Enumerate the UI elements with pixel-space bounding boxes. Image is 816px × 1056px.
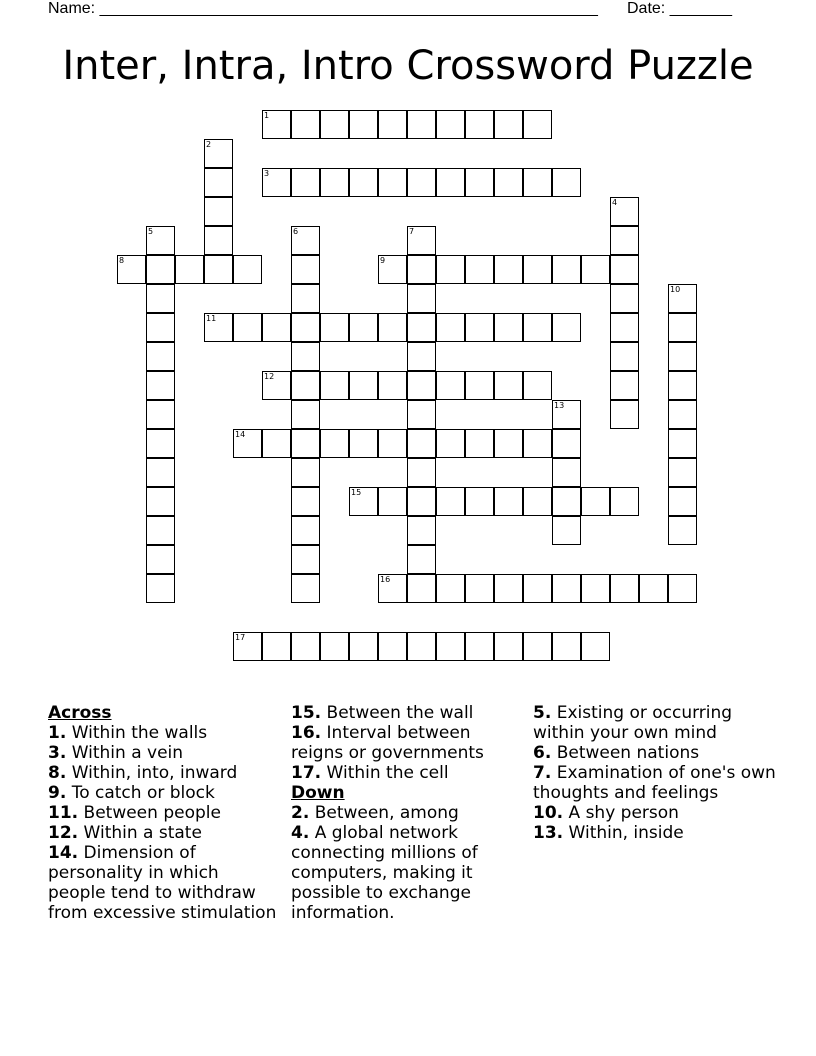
grid-cell[interactable] (639, 574, 668, 603)
grid-cell[interactable] (320, 632, 349, 661)
cell-number: 11 (206, 314, 217, 323)
grid-cell[interactable] (610, 400, 639, 429)
grid-cell[interactable] (523, 255, 552, 284)
grid-cell[interactable] (668, 429, 697, 458)
grid-cell[interactable] (146, 400, 175, 429)
grid-cell[interactable] (349, 110, 378, 139)
grid-cell[interactable] (291, 110, 320, 139)
grid-cell[interactable] (407, 429, 436, 458)
grid-cell[interactable] (320, 429, 349, 458)
grid-cell[interactable] (407, 255, 436, 284)
grid-cell[interactable] (436, 255, 465, 284)
clue-down-13: 13. Within, inside (533, 823, 684, 843)
grid-cell[interactable] (436, 371, 465, 400)
grid-cell[interactable] (552, 168, 581, 197)
grid-cell[interactable] (146, 313, 175, 342)
grid-cell[interactable] (407, 545, 436, 574)
grid-cell[interactable] (610, 197, 639, 226)
grid-cell[interactable] (465, 255, 494, 284)
grid-cell[interactable] (610, 255, 639, 284)
grid-cell[interactable] (262, 168, 291, 197)
grid-cell[interactable] (465, 487, 494, 516)
grid-cell[interactable] (465, 632, 494, 661)
grid-cell[interactable] (262, 110, 291, 139)
grid-cell[interactable] (494, 574, 523, 603)
grid-cell[interactable] (436, 168, 465, 197)
grid-cell[interactable] (523, 313, 552, 342)
grid-cell[interactable] (552, 458, 581, 487)
grid-cell[interactable] (436, 429, 465, 458)
grid-cell[interactable] (610, 371, 639, 400)
clue-across-16: 16. Interval between reigns or governments (291, 723, 484, 763)
cell-number: 16 (380, 575, 391, 584)
grid-cell[interactable] (204, 313, 233, 342)
clue-down-4: 4. A global network connecting millions of computers, making it possible to exchange information. (291, 823, 478, 923)
grid-cell[interactable] (378, 632, 407, 661)
grid-cell[interactable] (668, 284, 697, 313)
grid-cell[interactable] (494, 313, 523, 342)
grid-cell[interactable] (668, 342, 697, 371)
grid-cell[interactable] (523, 371, 552, 400)
grid-cell[interactable] (610, 313, 639, 342)
grid-cell[interactable] (407, 371, 436, 400)
clue-down-7: 7. Examination of one's own thoughts and feelings (533, 763, 776, 803)
grid-cell[interactable] (320, 371, 349, 400)
grid-cell[interactable] (494, 110, 523, 139)
grid-cell[interactable] (320, 313, 349, 342)
grid-cell[interactable] (668, 400, 697, 429)
clue-across-8: 8. Within, into, inward (48, 763, 238, 783)
grid-cell[interactable] (378, 429, 407, 458)
cell-number: 2 (206, 140, 212, 149)
date-field-label: Date: _______ (627, 0, 732, 17)
grid-cell[interactable] (146, 342, 175, 371)
grid-cell[interactable] (668, 516, 697, 545)
grid-cell[interactable] (146, 574, 175, 603)
grid-cell[interactable] (378, 371, 407, 400)
grid-cell[interactable] (523, 110, 552, 139)
cell-number: 8 (119, 256, 125, 265)
grid-cell[interactable] (552, 313, 581, 342)
clue-across-1: 1. Within the walls (48, 723, 208, 743)
grid-cell[interactable] (349, 632, 378, 661)
grid-cell[interactable] (407, 226, 436, 255)
cell-number: 5 (148, 227, 154, 236)
clue-column-1 (48, 703, 280, 923)
grid-cell[interactable] (465, 313, 494, 342)
grid-cell[interactable] (291, 371, 320, 400)
clue-down-2: 2. Between, among (291, 803, 459, 823)
grid-cell[interactable] (436, 487, 465, 516)
grid-cell[interactable] (233, 255, 262, 284)
grid-cell[interactable] (581, 255, 610, 284)
grid-cell[interactable] (610, 574, 639, 603)
clue-column-2 (291, 703, 523, 923)
grid-cell[interactable] (291, 400, 320, 429)
grid-cell[interactable] (204, 139, 233, 168)
grid-cell[interactable] (291, 313, 320, 342)
grid-cell[interactable] (523, 632, 552, 661)
grid-cell[interactable] (262, 371, 291, 400)
grid-cell[interactable] (552, 516, 581, 545)
cell-number: 7 (409, 227, 415, 236)
grid-cell[interactable] (349, 487, 378, 516)
grid-cell[interactable] (407, 284, 436, 313)
grid-cell[interactable] (523, 487, 552, 516)
grid-cell[interactable] (407, 110, 436, 139)
clue-across-14: 14. Dimension of personality in which people tend to withdraw from excessive stimulation (48, 843, 277, 923)
grid-cell[interactable] (262, 632, 291, 661)
grid-cell[interactable] (320, 168, 349, 197)
grid-cell[interactable] (465, 429, 494, 458)
cell-number: 17 (235, 633, 246, 642)
grid-cell[interactable] (378, 168, 407, 197)
grid-cell[interactable] (378, 255, 407, 284)
grid-cell[interactable] (233, 313, 262, 342)
cell-number: 15 (351, 488, 362, 497)
name-field-label: Name: ________________________________________________________ (48, 0, 598, 17)
grid-cell[interactable] (233, 632, 262, 661)
grid-cell[interactable] (291, 255, 320, 284)
grid-cell[interactable] (436, 313, 465, 342)
grid-cell[interactable] (610, 487, 639, 516)
grid-cell[interactable] (407, 168, 436, 197)
clue-across-11: 11. Between people (48, 803, 221, 823)
grid-cell[interactable] (291, 284, 320, 313)
grid-cell[interactable] (523, 429, 552, 458)
grid-cell[interactable] (465, 110, 494, 139)
grid-cell[interactable] (407, 458, 436, 487)
cell-number: 12 (264, 372, 275, 381)
grid-cell[interactable] (668, 458, 697, 487)
grid-cell[interactable] (349, 429, 378, 458)
grid-cell[interactable] (610, 226, 639, 255)
grid-cell[interactable] (494, 632, 523, 661)
across-heading: Across (48, 703, 112, 723)
cell-number: 6 (293, 227, 299, 236)
grid-cell[interactable] (175, 255, 204, 284)
grid-cell[interactable] (291, 574, 320, 603)
grid-cell[interactable] (204, 226, 233, 255)
grid-cell[interactable] (146, 284, 175, 313)
grid-cell[interactable] (436, 632, 465, 661)
grid-cell[interactable] (378, 313, 407, 342)
clue-across-3: 3. Within a vein (48, 743, 184, 763)
grid-cell[interactable] (291, 516, 320, 545)
grid-cell[interactable] (204, 168, 233, 197)
grid-cell[interactable] (494, 255, 523, 284)
grid-cell[interactable] (494, 487, 523, 516)
grid-cell[interactable] (291, 226, 320, 255)
grid-cell[interactable] (465, 168, 494, 197)
cell-number: 4 (612, 198, 618, 207)
cell-number: 1 (264, 111, 270, 120)
grid-cell[interactable] (610, 342, 639, 371)
grid-cell[interactable] (552, 632, 581, 661)
cell-number: 3 (264, 169, 270, 178)
grid-cell[interactable] (291, 429, 320, 458)
grid-cell[interactable] (552, 400, 581, 429)
grid-cell[interactable] (117, 255, 146, 284)
grid-cell[interactable] (581, 574, 610, 603)
grid-cell[interactable] (668, 574, 697, 603)
grid-cell[interactable] (146, 371, 175, 400)
cell-number: 10 (670, 285, 681, 294)
grid-cell[interactable] (523, 168, 552, 197)
grid-cell[interactable] (146, 458, 175, 487)
grid-cell[interactable] (552, 429, 581, 458)
grid-cell[interactable] (465, 574, 494, 603)
cell-number: 14 (235, 430, 246, 439)
grid-cell[interactable] (436, 110, 465, 139)
grid-cell[interactable] (204, 197, 233, 226)
clue-column-3 (533, 703, 778, 843)
grid-cell[interactable] (349, 371, 378, 400)
clue-across-12: 12. Within a state (48, 823, 202, 843)
grid-cell[interactable] (291, 632, 320, 661)
grid-cell[interactable] (465, 371, 494, 400)
grid-cell[interactable] (146, 255, 175, 284)
grid-cell[interactable] (320, 110, 349, 139)
down-heading: Down (291, 783, 345, 803)
grid-cell[interactable] (494, 371, 523, 400)
grid-cell[interactable] (668, 313, 697, 342)
clue-down-10: 10. A shy person (533, 803, 679, 823)
cell-number: 13 (554, 401, 565, 410)
grid-cell[interactable] (349, 168, 378, 197)
clue-across-15: 15. Between the wall (291, 703, 474, 723)
grid-cell[interactable] (146, 226, 175, 255)
grid-cell[interactable] (494, 429, 523, 458)
grid-cell[interactable] (378, 574, 407, 603)
grid-cell[interactable] (552, 574, 581, 603)
grid-cell[interactable] (291, 458, 320, 487)
grid-cell[interactable] (552, 487, 581, 516)
grid-cell[interactable] (407, 487, 436, 516)
grid-cell[interactable] (146, 487, 175, 516)
clue-across-17: 17. Within the cell (291, 763, 449, 783)
cell-number: 9 (380, 256, 386, 265)
grid-cell[interactable] (291, 168, 320, 197)
grid-cell[interactable] (349, 313, 378, 342)
clue-down-6: 6. Between nations (533, 743, 700, 763)
grid-cell[interactable] (494, 168, 523, 197)
grid-cell[interactable] (436, 574, 465, 603)
grid-cell[interactable] (668, 371, 697, 400)
grid-cell[interactable] (407, 400, 436, 429)
grid-cell[interactable] (291, 487, 320, 516)
grid-cell[interactable] (581, 487, 610, 516)
grid-cell[interactable] (523, 574, 552, 603)
grid-cell[interactable] (146, 545, 175, 574)
grid-cell[interactable] (291, 545, 320, 574)
clue-down-5: 5. Existing or occurring within your own mind (533, 703, 733, 743)
grid-cell[interactable] (378, 110, 407, 139)
grid-cell[interactable] (407, 313, 436, 342)
grid-cell[interactable] (291, 342, 320, 371)
page-title: Inter, Intra, Intro Crossword Puzzle (62, 43, 754, 89)
grid-cell[interactable] (668, 487, 697, 516)
grid-cell[interactable] (610, 284, 639, 313)
grid-cell[interactable] (407, 574, 436, 603)
grid-cell[interactable] (581, 632, 610, 661)
grid-cell[interactable] (407, 632, 436, 661)
grid-cell[interactable] (378, 487, 407, 516)
grid-cell[interactable] (204, 255, 233, 284)
grid-cell[interactable] (262, 313, 291, 342)
grid-cell[interactable] (146, 429, 175, 458)
grid-cell[interactable] (146, 516, 175, 545)
clue-across-9: 9. To catch or block (48, 783, 215, 803)
grid-cell[interactable] (262, 429, 291, 458)
grid-cell[interactable] (233, 429, 262, 458)
grid-cell[interactable] (407, 342, 436, 371)
grid-cell[interactable] (407, 516, 436, 545)
grid-cell[interactable] (552, 255, 581, 284)
